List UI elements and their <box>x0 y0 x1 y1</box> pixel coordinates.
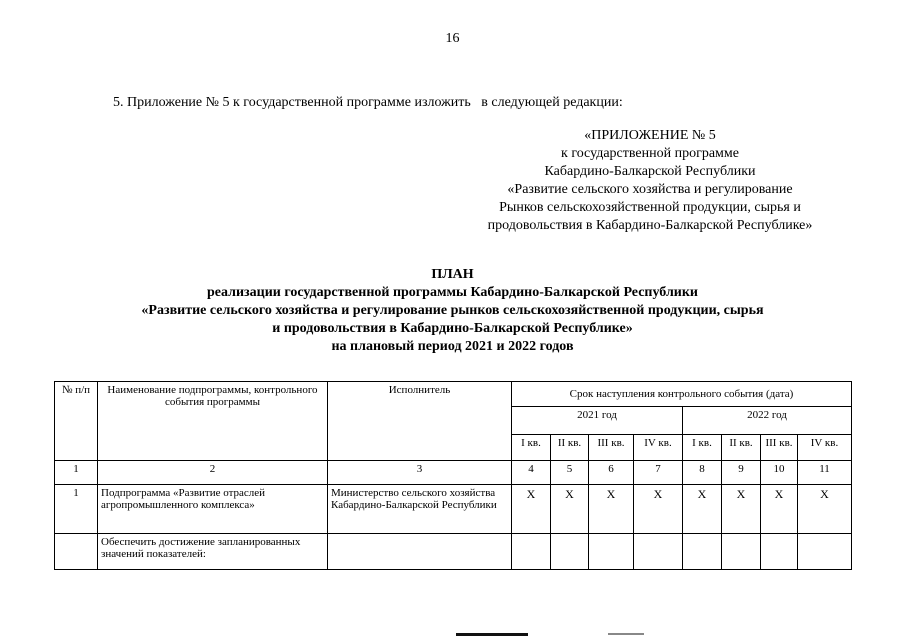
column-number: 2 <box>98 461 328 485</box>
column-number: 11 <box>798 461 852 485</box>
column-number: 9 <box>722 461 761 485</box>
row-mark: X <box>589 485 634 534</box>
header-year-2021: 2021 год <box>512 407 683 435</box>
header-quarter: II кв. <box>551 435 589 461</box>
column-number: 8 <box>683 461 722 485</box>
appendix-line: «Развитие сельского хозяйства и регулирование <box>507 182 793 197</box>
row-executor: Министерство сельского хозяйства Кабардино-Балкарской Республики <box>328 485 512 534</box>
header-name: Наименование подпрограммы, контрольного события программы <box>98 382 328 461</box>
page-footer-mark <box>456 633 528 636</box>
header-term: Срок наступления контрольного события (дата) <box>512 382 852 407</box>
row-mark: X <box>798 485 852 534</box>
row-mark <box>634 534 683 570</box>
plan-title <box>0 266 905 356</box>
column-number: 6 <box>589 461 634 485</box>
column-number: 7 <box>634 461 683 485</box>
header-num: № п/п <box>55 382 98 461</box>
row-mark <box>683 534 722 570</box>
column-number: 1 <box>55 461 98 485</box>
plan-title-line: ПЛАН <box>431 267 474 282</box>
plan-title-line: и продовольствия в Кабардино-Балкарской Республике» <box>272 321 633 336</box>
plan-title-line: на плановый период 2021 и 2022 годов <box>331 339 574 354</box>
plan-title-line: «Развитие сельского хозяйства и регулирование рынков сельскохозяйственной продукции, сырья <box>141 303 764 318</box>
appendix-line: Рынков сельскохозяйственной продукции, сырья и <box>499 200 801 215</box>
plan-title-line: реализации государственной программы Кабардино-Балкарской Республики <box>207 285 698 300</box>
plan-table <box>54 381 852 570</box>
row-mark: X <box>722 485 761 534</box>
appendix-line: Кабардино-Балкарской Республики <box>544 164 756 179</box>
row-mark: X <box>634 485 683 534</box>
header-quarter: II кв. <box>722 435 761 461</box>
table-header-row <box>55 382 852 407</box>
header-year-2022: 2022 год <box>683 407 852 435</box>
appendix-line: к государственной программе <box>561 146 739 161</box>
column-number: 5 <box>551 461 589 485</box>
row-mark <box>761 534 798 570</box>
row-mark <box>551 534 589 570</box>
header-quarter: IV кв. <box>798 435 852 461</box>
row-mark: X <box>683 485 722 534</box>
row-executor <box>328 534 512 570</box>
header-quarter: IV кв. <box>634 435 683 461</box>
row-mark <box>589 534 634 570</box>
appendix-heading <box>470 127 830 235</box>
row-name: Обеспечить достижение запланированных значений показателей: <box>98 534 328 570</box>
header-quarter: I кв. <box>512 435 551 461</box>
instruction-text: 5. Приложение № 5 к государственной программе изложить в следующей редакции: <box>113 95 623 110</box>
appendix-line: «ПРИЛОЖЕНИЕ № 5 <box>584 128 716 143</box>
column-number: 4 <box>512 461 551 485</box>
header-quarter: III кв. <box>761 435 798 461</box>
column-number: 10 <box>761 461 798 485</box>
column-number: 3 <box>328 461 512 485</box>
row-num <box>55 534 98 570</box>
header-quarter: III кв. <box>589 435 634 461</box>
appendix-line: продовольствия в Кабардино-Балкарской Республике» <box>487 218 813 233</box>
page-footer-mark <box>608 633 644 635</box>
row-mark <box>512 534 551 570</box>
page-number: 16 <box>445 31 460 46</box>
table-row <box>55 485 852 534</box>
column-number-row <box>55 461 852 485</box>
row-name: Подпрограмма «Развитие отраслей агропромышленного комплекса» <box>98 485 328 534</box>
table-row <box>55 534 852 570</box>
row-num: 1 <box>55 485 98 534</box>
row-mark: X <box>761 485 798 534</box>
row-mark: X <box>512 485 551 534</box>
header-executor: Исполнитель <box>328 382 512 461</box>
row-mark <box>722 534 761 570</box>
header-quarter: I кв. <box>683 435 722 461</box>
row-mark: X <box>551 485 589 534</box>
row-mark <box>798 534 852 570</box>
